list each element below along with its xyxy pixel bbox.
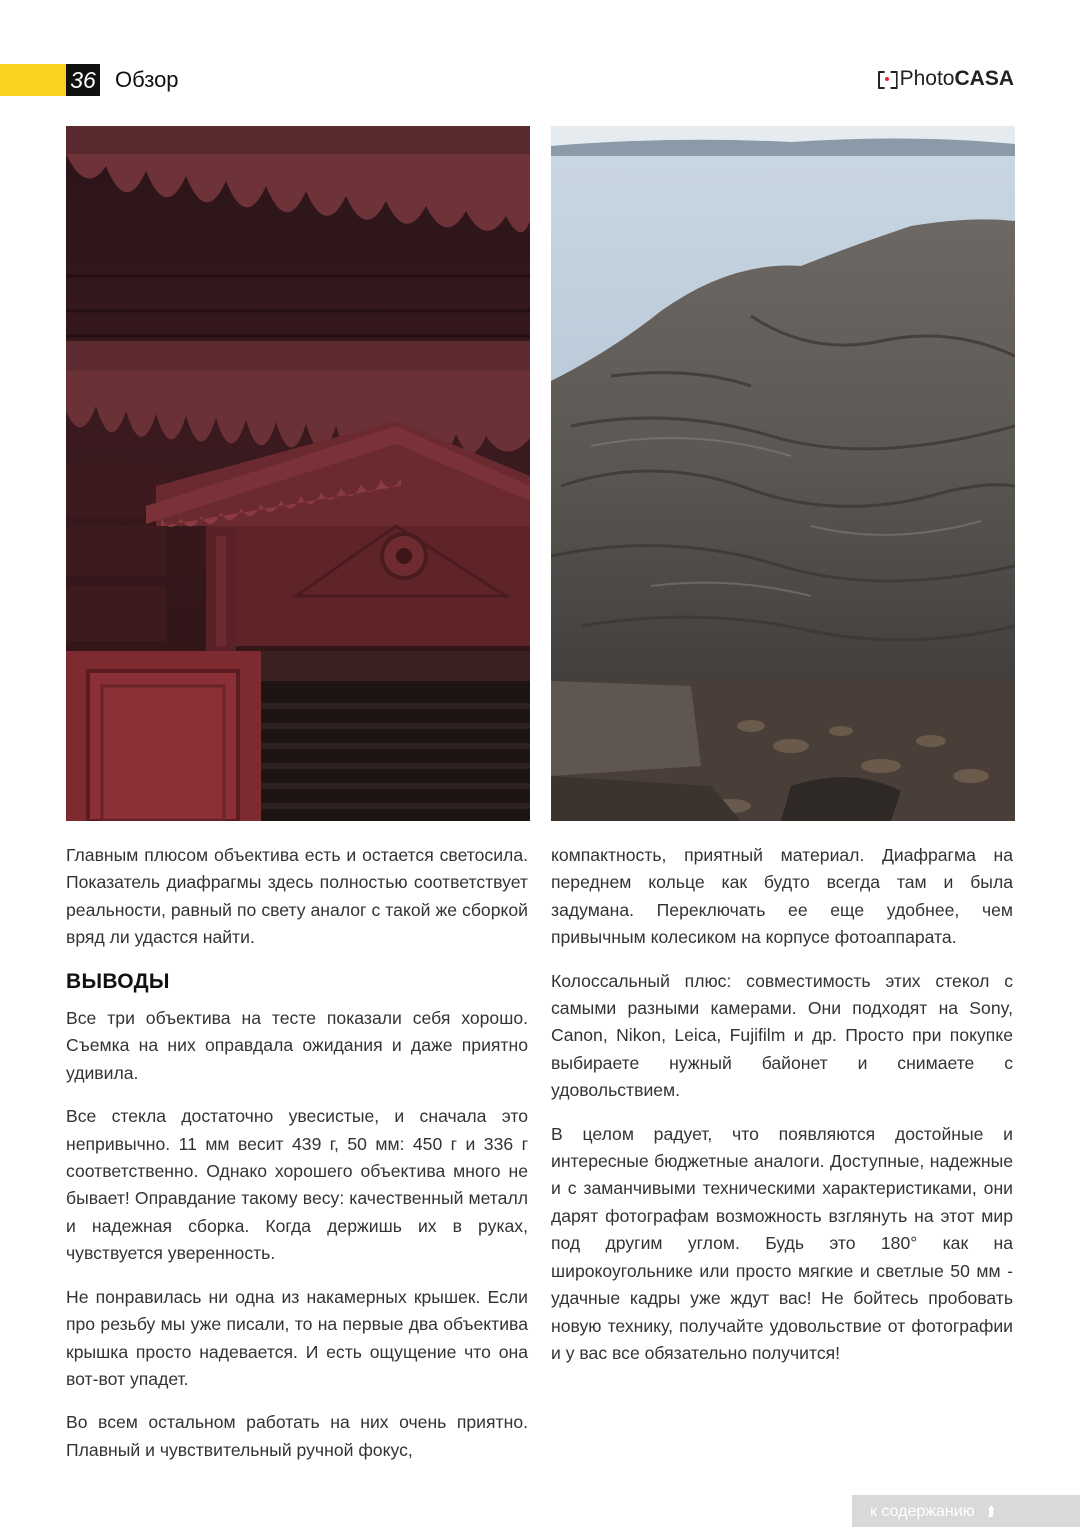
- conclusions-heading: ВЫВОДЫ: [66, 969, 170, 993]
- conclusion-paragraph-3: Не понравилась ни одна из накамерных крышек. Если про резьбу мы уже писали, то на первые два объектива крышка просто надевается. И есть ощущение что она вот-вот упадет.: [66, 1286, 528, 1389]
- brand-prefix: Photo: [899, 67, 955, 90]
- photo-rock-shore-drawing: [551, 126, 1015, 821]
- photo-wooden-frame: [66, 126, 530, 821]
- double-chevron-up-icon: ⮭: [986, 1503, 995, 1519]
- header-accent-bar: [0, 64, 66, 96]
- left-text-column: [66, 842, 528, 1480]
- intro-paragraph: Главным плюсом объектива есть и остается светосила. Показатель диафрагмы здесь полностью соответствует реальности, равный по свету аналог с такой же сборкой вряд ли удастся найти.: [66, 845, 528, 948]
- conclusion-paragraph-4: Во всем остальном работать на них очень приятно. Плавный и чувствительный ручной фокус,: [66, 1412, 528, 1460]
- continuation-paragraph: компактность, приятный материал. Диафрагма на переднем кольце как будто всегда там и была задумана. Переключать ее еще удобнее, чем привычным колесиком на корпусе фотоаппарата.: [551, 845, 1013, 948]
- conclusion-paragraph-2: Все стекла достаточно увесистые, и сначала это непривычно. 11 мм весит 439 г, 50 мм: 450 г и 336 г соответственно. Однако хорошего объектива много не бывает! Оправдание такому весу: качественный металл и надежная сборка. Когда держишь их в руках, чувствуется уверенность.: [66, 1106, 528, 1264]
- right-text-column: [551, 842, 1013, 1383]
- photo-wooden-frame-drawing: [66, 126, 530, 821]
- conclusion-paragraph-1: Все три объектива на тесте показали себя хорошо. Съемка на них оправдала ожидания и даже приятно удивила.: [66, 1008, 528, 1083]
- compatibility-paragraph: Колоссальный плюс: совместимость этих стекол с самыми разными камерами. Они подходят на Sony, Canon, Nikon, Leica, Fujifilm и др. Просто при покупке выбираете нужный байонет и снимаете с удовольствием.: [551, 970, 1013, 1101]
- page-number: 36: [66, 64, 100, 96]
- brand-logo[interactable]: [878, 64, 1014, 94]
- camera-frame-logo-icon: [878, 71, 896, 87]
- back-to-contents-link[interactable]: [852, 1495, 1080, 1527]
- photo-rock-shore: [551, 126, 1015, 821]
- section-title: Обзор: [115, 67, 179, 92]
- back-to-contents-label: к содержанию: [870, 1503, 975, 1520]
- summary-paragraph: В целом радует, что появляются достойные и интересные бюджетные аналоги. Доступные, надежные и с заманчивыми техническими характеристиками, они дарят фотографам возможность взглянуть на этот мир под другим углом. Будь это 180° как на широкоугольнике или просто мягкие и светлые 50 мм - удачные кадры уже ждут вас! Не бойтесь пробовать новую технику, получайте удовольствие от фотографии и у вас все обязательно получится!: [551, 1123, 1013, 1363]
- brand-suffix: CASA: [954, 67, 1014, 90]
